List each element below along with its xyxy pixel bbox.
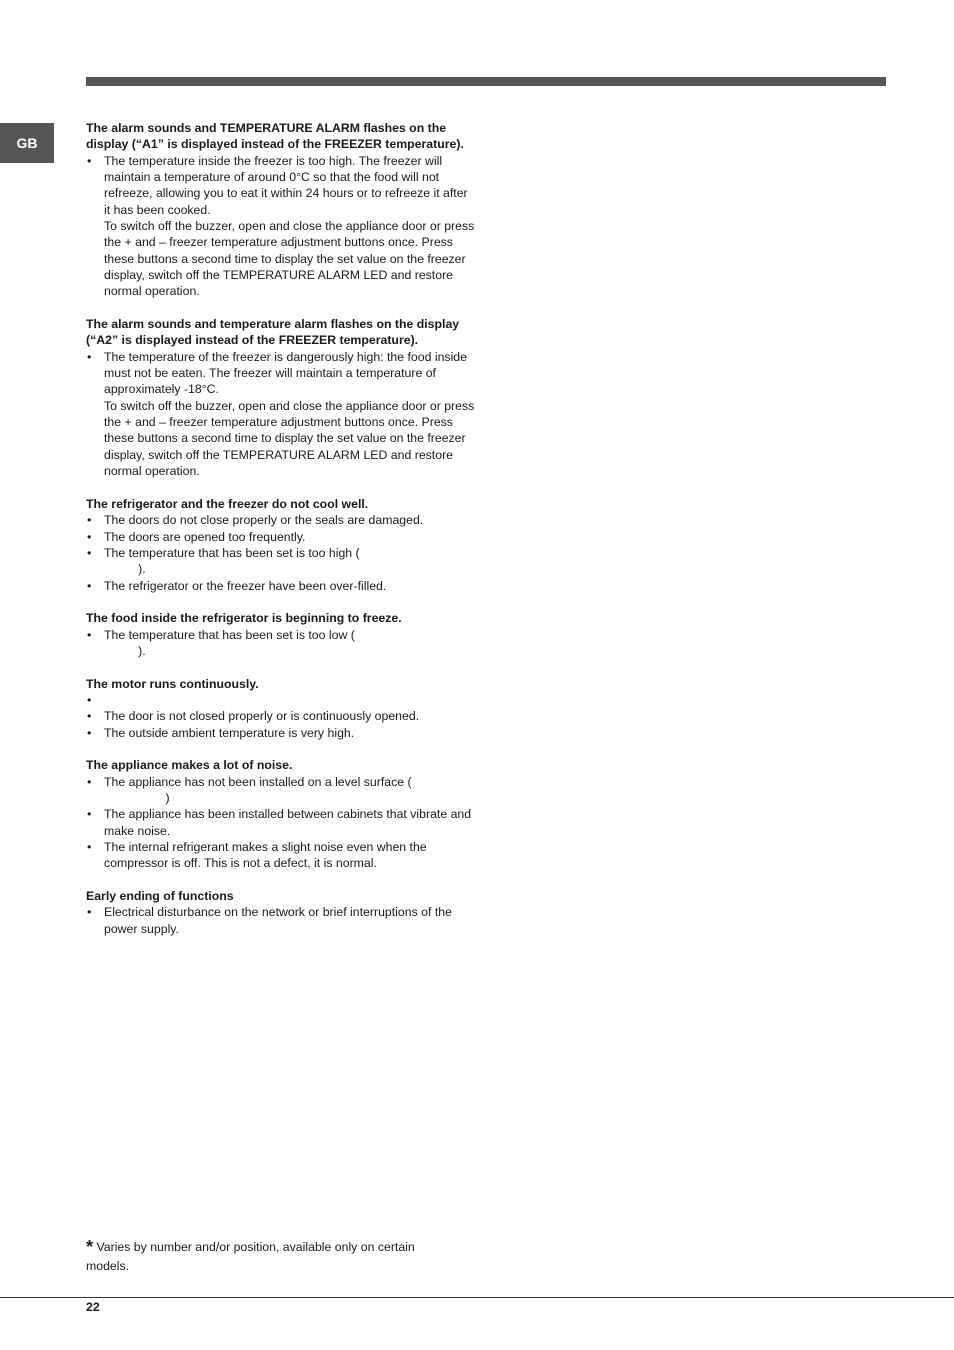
list-item-text: • The doors do not close properly or the seals are damaged. <box>104 513 424 528</box>
troubleshooting-section <box>86 610 476 659</box>
list-item <box>86 545 476 578</box>
troubleshooting-section <box>86 676 476 741</box>
list-item-text: • The temperature inside the freezer is too high. The freezer will maintain a temperature of around 0°C so that the food will not refreeze, allowing you to eat it within 24 hours or to refreeze it after it has been cooked. <box>104 153 468 217</box>
troubleshooting-section <box>86 757 476 871</box>
list-item <box>86 774 476 807</box>
troubleshooting-section <box>86 120 476 300</box>
list-item <box>86 692 476 708</box>
list-item-text: To switch off the buzzer, open and close the appliance door or press the + and – freezer temperature adjustment buttons once. Press these buttons a second time to display the set value on the freezer display, switch off the TEMPERATURE ALARM LED and restore normal operation. <box>104 219 475 299</box>
list-item <box>86 153 476 300</box>
list-item <box>86 529 476 545</box>
bullet-list <box>86 904 476 937</box>
list-item <box>86 627 476 660</box>
footnote-asterisk: * <box>86 1237 94 1257</box>
list-item <box>86 806 476 839</box>
list-item-text: ) <box>104 790 170 805</box>
bullet-list <box>86 774 476 872</box>
section-title: The food inside the refrigerator is beginning to freeze. <box>86 611 402 626</box>
section-title: The refrigerator and the freezer do not cool well. <box>86 496 369 511</box>
header-bar <box>86 77 886 86</box>
footer-rule <box>0 1297 954 1298</box>
list-item-text: • The internal refrigerant makes a slight noise even when the compressor is off. This is not a defect, it is normal. <box>104 839 427 871</box>
list-item <box>86 904 476 937</box>
bullet-list <box>86 627 476 660</box>
section-title: Early ending of functions <box>86 888 234 903</box>
list-item-text: • Electrical disturbance on the network or brief interruptions of the power supply. <box>104 905 452 936</box>
list-item <box>86 578 476 594</box>
list-item-text: • The refrigerator or the freezer have been over-filled. <box>104 578 387 593</box>
list-item-text: • The temperature of the freezer is dangerously high: the food inside must not be eaten. The freezer will maintain a temperature of approximately -18°C. <box>104 349 467 397</box>
footnote-text: Varies by number and/or position, available only on certain models. <box>86 1240 415 1273</box>
list-item-text: • The appliance has been installed between cabinets that vibrate and make noise. <box>104 807 472 838</box>
list-item-text: ). <box>104 643 146 658</box>
list-item-text <box>104 692 476 708</box>
list-item <box>86 708 476 724</box>
troubleshooting-section <box>86 496 476 594</box>
list-item <box>86 512 476 528</box>
bullet-list <box>86 349 476 480</box>
list-item <box>86 349 476 480</box>
section-title: The appliance makes a lot of noise. <box>86 758 293 773</box>
section-title: The motor runs continuously. <box>86 676 259 691</box>
troubleshooting-section <box>86 316 476 479</box>
footnote <box>86 1238 446 1276</box>
bullet-list <box>86 692 476 741</box>
list-item-text: • The appliance has not been installed on a level surface ( <box>104 774 412 789</box>
list-item <box>86 725 476 741</box>
list-item-text: ). <box>104 562 146 577</box>
list-item-text: • The outside ambient temperature is very high. <box>104 725 355 740</box>
list-item-text: • The door is not closed properly or is continuously opened. <box>104 709 420 724</box>
list-item-text: To switch off the buzzer, open and close the appliance door or press the + and – freezer temperature adjustment buttons once. Press these buttons a second time to display the set value on the freezer display, switch off the TEMPERATURE ALARM LED and restore normal operation. <box>104 398 475 479</box>
list-item <box>86 839 476 872</box>
troubleshooting-section <box>86 888 476 937</box>
bullet-list <box>86 153 476 300</box>
section-title: The alarm sounds and TEMPERATURE ALARM flashes on the display (“A1” is displayed instead of the FREEZER temperature). <box>86 121 464 152</box>
list-item-text: • The temperature that has been set is too low ( <box>104 627 355 642</box>
troubleshooting-content <box>86 120 476 953</box>
list-item-text: • The temperature that has been set is too high ( <box>104 545 360 560</box>
bullet-list <box>86 512 476 594</box>
section-title: The alarm sounds and temperature alarm flashes on the display (“A2” is displayed instead of the FREEZER temperature). <box>86 317 460 348</box>
language-tab: GB <box>0 123 54 163</box>
page-number: 22 <box>86 1300 100 1314</box>
list-item-text: • The doors are opened too frequently. <box>104 529 306 544</box>
